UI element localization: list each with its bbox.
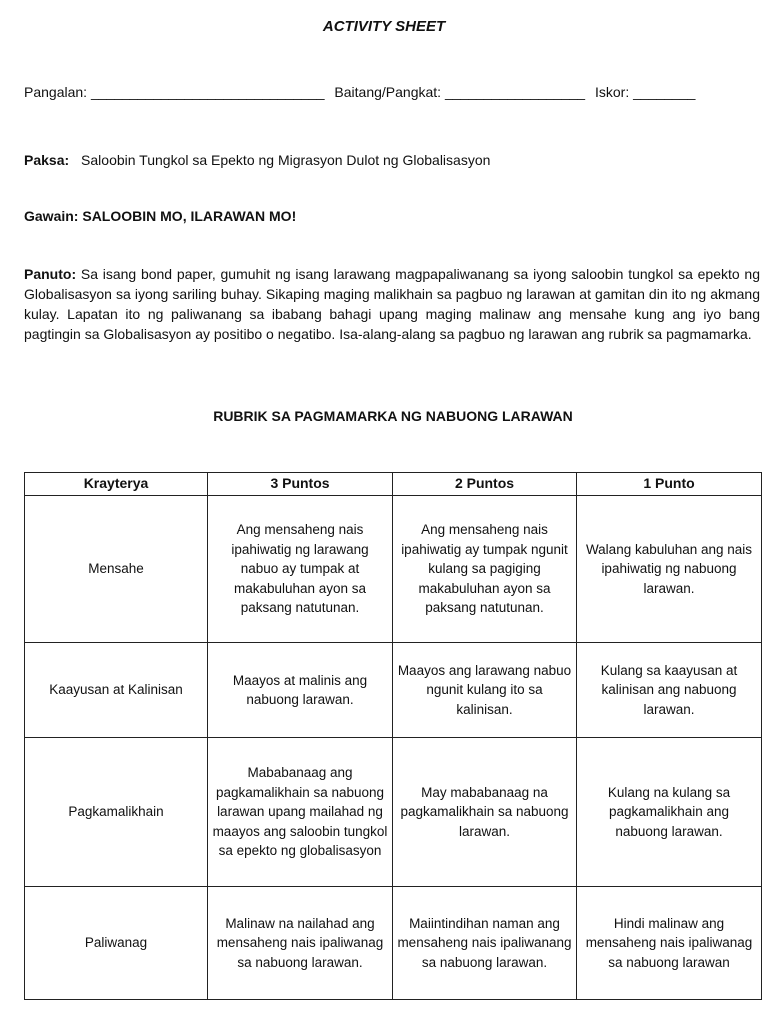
score-3-cell: Mababanaag ang pagkamalikhain sa nabuong larawan upang mailahad ng maayos ang saloobin tungkol sa epekto ng globalisasyon	[208, 738, 393, 887]
score-2-cell: Ang mensaheng nais ipahiwatig ay tumpak ngunit kulang sa pagiging makabuluhan ayon sa paksang natutunan.	[393, 496, 577, 643]
score-1-cell: Hindi malinaw ang mensaheng nais ipaliwanag sa nabuong larawan	[577, 887, 762, 1000]
topic-label: Paksa:	[24, 152, 70, 168]
score-2-cell: Maiintindihan naman ang mensaheng nais ipaliwanang sa nabuong larawan.	[393, 887, 577, 1000]
name-field: Pangalan: ______________________________	[24, 84, 325, 100]
score-3-cell: Ang mensaheng nais ipahiwatig ng larawang nabuo ay tumpak at makabuluhan ayon sa paksang natutunan.	[208, 496, 393, 643]
topic-text: Saloobin Tungkol sa Epekto ng Migrasyon Dulot ng Globalisasyon	[81, 152, 491, 168]
task-line	[24, 208, 758, 224]
score-1-cell: Walang kabuluhan ang nais ipahiwatig ng nabuong larawan.	[577, 496, 762, 643]
score-1-cell: Kulang sa kaayusan at kalinisan ang nabuong larawan.	[577, 643, 762, 738]
rubric-row-kaayusan	[25, 643, 762, 738]
criterion-cell: Paliwanag	[25, 887, 208, 1000]
criterion-cell: Kaayusan at Kalinisan	[25, 643, 208, 738]
rubric-row-paliwanag	[25, 887, 762, 1000]
header-criteria: Krayterya	[25, 473, 208, 496]
instructions-text: Sa isang bond paper, gumuhit ng isang larawang magpapaliwanang sa iyong saloobin tungkol sa epekto ng Globalisasyon sa iyong sariling buhay. Sikaping maging malikhain sa pagbuo ng larawan at gamitan din ito ng akmang kulay. Lapatan ito ng paliwanang sa ibabang bahagi upang maging malinaw ang mensahe kung ang iyo bang pagtingin sa Globalisasyon ay positibo o negatibo. Isa-alang-alang sa pagbuo ng larawan ang rubrik sa pagmamarka.	[24, 266, 760, 342]
grade-section-field: Baitang/Pangkat: __________________	[334, 84, 586, 100]
rubric-title: RUBRIK SA PAGMAMARKA NG NABUONG LARAWAN	[213, 408, 573, 424]
student-info-line	[24, 84, 758, 100]
score-1-cell: Kulang na kulang sa pagkamalikhain ang nabuong larawan.	[577, 738, 762, 887]
rubric-row-pagkamalikhain	[25, 738, 762, 887]
sheet-title: ACTIVITY SHEET	[322, 18, 446, 35]
instructions-label: Panuto:	[24, 266, 77, 282]
rubric-header-row	[25, 473, 762, 496]
header-2-points: 2 Puntos	[393, 473, 577, 496]
instructions-paragraph	[24, 264, 760, 344]
rubric-row-mensahe	[25, 496, 762, 643]
score-3-cell: Malinaw na nailahad ang mensaheng nais ipaliwanag sa nabuong larawan.	[208, 887, 393, 1000]
criterion-cell: Pagkamalikhain	[25, 738, 208, 887]
score-3-cell: Maayos at malinis ang nabuong larawan.	[208, 643, 393, 738]
score-field: Iskor: ________	[595, 84, 696, 100]
header-1-point: 1 Punto	[577, 473, 762, 496]
task-label: Gawain:	[24, 208, 79, 224]
topic-line	[24, 152, 758, 168]
rubric-table	[24, 472, 762, 1000]
criterion-cell: Mensahe	[25, 496, 208, 643]
score-2-cell: Maayos ang larawang nabuo ngunit kulang ito sa kalinisan.	[393, 643, 577, 738]
score-2-cell: May mababanaag na pagkamalikhain sa nabuong larawan.	[393, 738, 577, 887]
task-text: SALOOBIN MO, ILARAWAN MO!	[82, 208, 297, 224]
header-3-points: 3 Puntos	[208, 473, 393, 496]
